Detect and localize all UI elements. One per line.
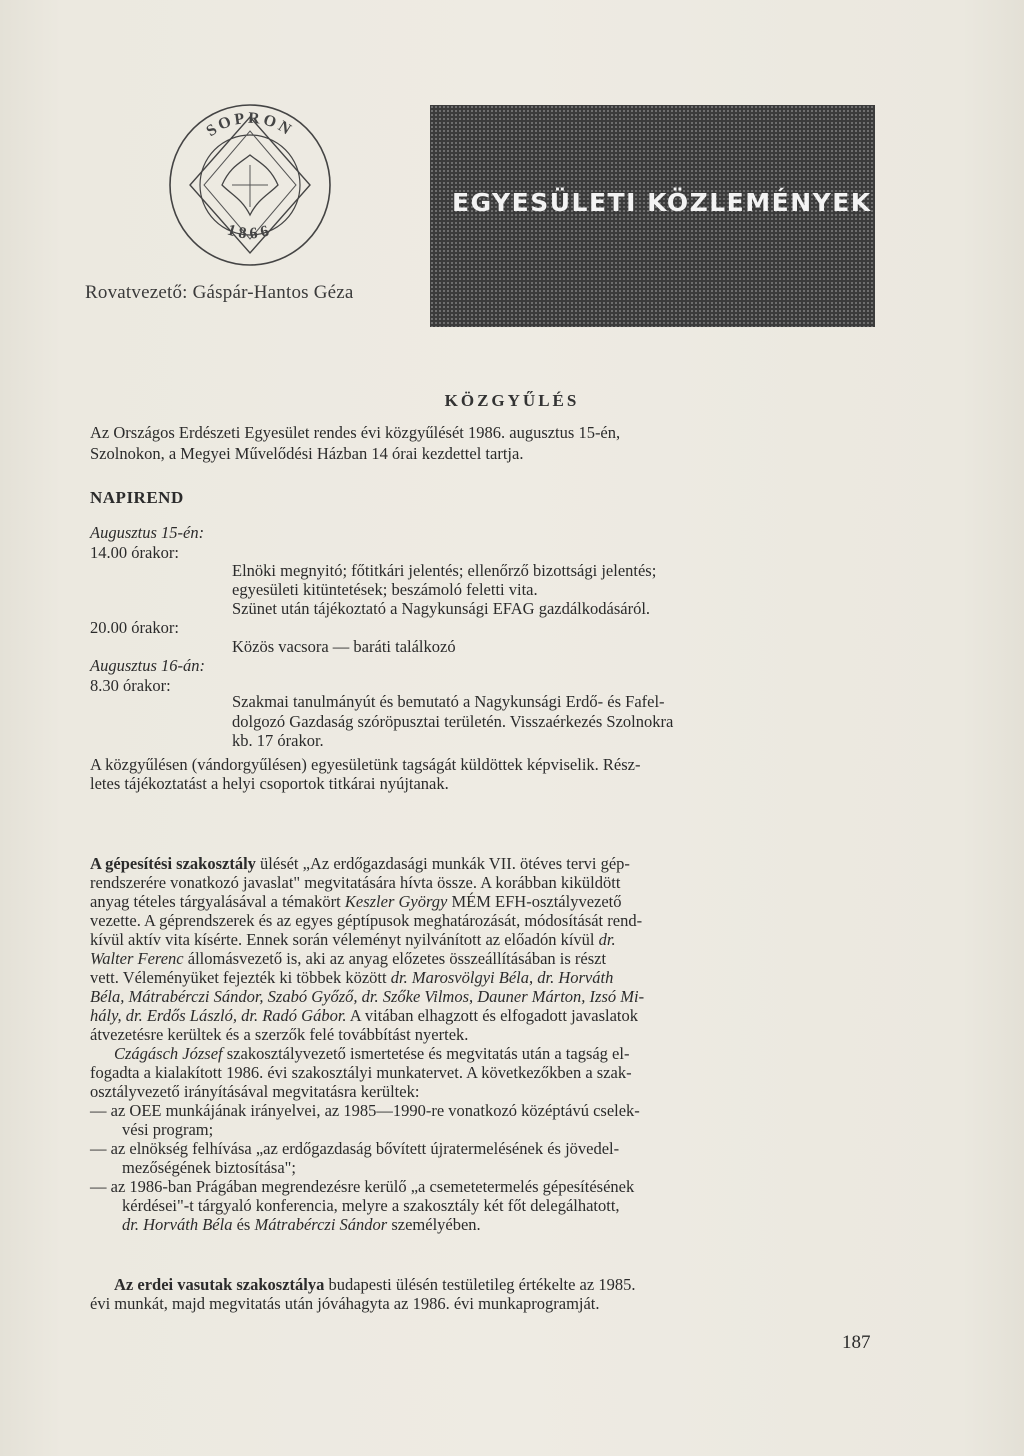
- gep-line-8: Béla, Mátrabérczi Sándor, Szabó Győző, dr. Szőke Vilmos, Dauner Márton, Izsó Mi-: [90, 987, 645, 1006]
- gep-line-7: vett. Véleményüket fejezték ki többek között dr. Marosvölgyi Béla, dr. Horváth: [90, 968, 614, 987]
- section-title: KÖZGYŰLÉS: [444, 391, 580, 410]
- gep-line-3: anyag tételes tárgyalásával a témakört Keszler György MÉM EFH-osztályvezető: [90, 892, 622, 911]
- agenda-item-3-line-1: Szakmai tanulmányút és bemutató a Nagykunsági Erdő- és Fafel-: [232, 692, 665, 711]
- gep-line-4: vezette. A géprendszerek és az egyes géptípusok meghatározását, módosítását rend-: [90, 911, 643, 930]
- closing-line-1: A közgyűlésen (vándorgyűlésen) egyesületünk tagságát küldöttek képviselik. Rész-: [90, 755, 641, 774]
- seal-ring-top-text: SOPRON: [203, 109, 297, 141]
- vas-lead: Az erdei vasutak szakosztálya: [114, 1275, 325, 1294]
- cz-bullet-2-line-2: mezőségének biztosítása";: [122, 1158, 296, 1177]
- intro-line-2: Szolnokon, a Megyei Művelődési Házban 14 órai kezdettel tartja.: [90, 444, 524, 463]
- cz-bullet-1-line-2: vési program;: [122, 1120, 214, 1139]
- vas-line-1: Az erdei vasutak szakosztálya budapesti ülésén testületileg értékelte az 1985.: [114, 1275, 636, 1294]
- gep-line-2: rendszerére vonatkozó javaslat" megvitatására hívta össze. A korábban kiküldött: [90, 873, 621, 892]
- agenda-item-1-line-1: Elnöki megnyitó; főtitkári jelentés; ellenőrző bizottsági jelentés;: [232, 561, 657, 580]
- agenda-time-1: 14.00 órakor:: [90, 543, 179, 562]
- agenda-item-2: Közös vacsora — baráti találkozó: [232, 637, 456, 656]
- agenda-day-1: Augusztus 15-én:: [90, 523, 205, 542]
- cz-bullet-1-line-1: — az OEE munkájának irányelvei, az 1985—1990-re vonatkozó középtávú cselek-: [90, 1101, 640, 1120]
- vas-line-2: évi munkát, majd megvitatás után jóváhagyta az 1986. évi munkaprogramját.: [90, 1294, 600, 1313]
- cz-bullet-2-line-1: — az elnökség felhívása „az erdőgazdaság bővített újratermelésének és jövedel-: [90, 1139, 620, 1158]
- society-seal-icon: [160, 95, 340, 275]
- agenda-item-1-line-3: Szünet után tájékoztató a Nagykunsági EFAG gazdálkodásáról.: [232, 599, 651, 618]
- agenda-time-3: 8.30 órakor:: [90, 676, 171, 695]
- agenda-heading: NAPIREND: [90, 488, 184, 507]
- cz-bullet-3-line-3: dr. Horváth Béla és Mátrabérczi Sándor személyében.: [122, 1215, 481, 1234]
- cz-line-3: osztályvezető irányításával megvitatásra kerültek:: [90, 1082, 420, 1101]
- closing-line-2: letes tájékoztatást a helyi csoportok titkárai nyújtanak.: [90, 774, 449, 793]
- agenda-item-3-line-3: kb. 17 órakor.: [232, 731, 324, 750]
- cz-bullet-3-line-1: — az 1986-ban Prágában megrendezésre kerülő „a csemetetermelés gépesítésének: [90, 1177, 635, 1196]
- cz-line-1: Czágásch József szakosztályvezető ismertetése és megvitatás után a tagság el-: [114, 1044, 630, 1063]
- gep-line-5: kívül aktív vita kísérte. Ennek során véleményt nyilvánított az előadón kívül dr.: [90, 930, 616, 949]
- cz-bullet-3-line-2: kérdései"-t tárgyaló konferencia, melyre a szakosztály két főt delegálhatott,: [122, 1196, 620, 1215]
- gep-lead: A gépesítési szakosztály: [90, 854, 256, 873]
- section-editor: Rovatvezető: Gáspár-Hantos Géza: [85, 282, 354, 303]
- intro-line-1: Az Országos Erdészeti Egyesület rendes évi közgyűlését 1986. augusztus 15-én,: [90, 423, 621, 442]
- agenda-time-2: 20.00 órakor:: [90, 618, 179, 637]
- agenda-day-2: Augusztus 16-án:: [90, 656, 206, 675]
- gep-line-9: hály, dr. Erdős László, dr. Radó Gábor. A vitában elhagzott és elfogadott javaslatok: [90, 1006, 638, 1025]
- gep-line-10: átvezetésre kerültek és a szerzők felé továbbítást nyertek.: [90, 1025, 469, 1044]
- agenda-item-3-line-2: dolgozó Gazdaság szóröpusztai területén. Visszaérkezés Szolnokra: [232, 712, 674, 731]
- gep-line-1: A gépesítési szakosztály ülését „Az erdőgazdasági munkák VII. ötéves tervi gép-: [90, 854, 630, 873]
- page-number: 187: [842, 1332, 871, 1353]
- cz-line-2: fogadta a kialakított 1986. évi szakosztályi munkatervet. A következőkben a szak-: [90, 1063, 632, 1082]
- seal-ring-bottom-text: 1866: [225, 221, 275, 243]
- gep-line-6: Walter Ferenc állomásvezető is, aki az anyag előzetes összeállításában is részt: [90, 949, 607, 968]
- agenda-item-1-line-2: egyesületi kitüntetések; beszámoló feletti vita.: [232, 580, 538, 599]
- banner-title: EGYESÜLETI KÖZLEMÉNYEK: [452, 188, 872, 217]
- section-banner: [430, 105, 875, 327]
